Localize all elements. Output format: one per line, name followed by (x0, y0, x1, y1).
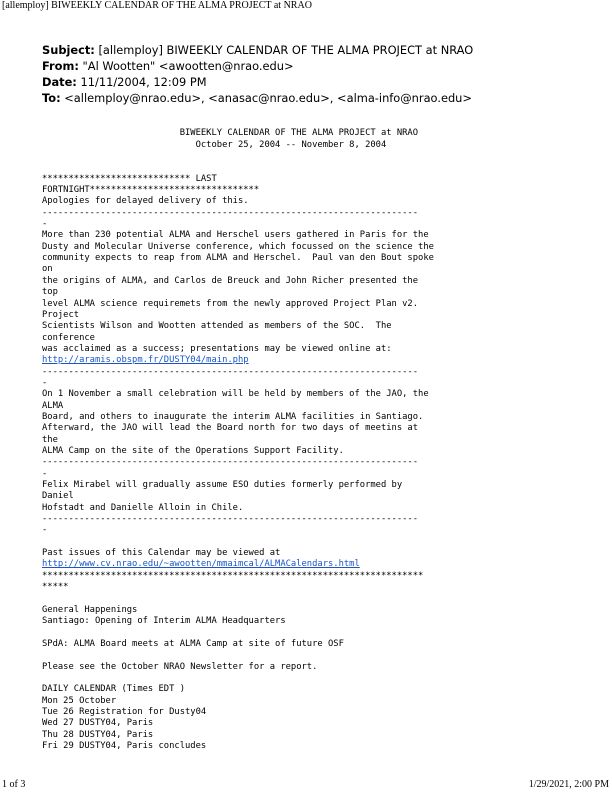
body-line: - (42, 219, 48, 230)
body-line: the (42, 434, 58, 445)
body-line: Daniel (42, 491, 74, 502)
body-line: Mon 25 October (42, 695, 117, 706)
print-timestamp: 1/29/2021, 2:00 PM (528, 779, 609, 790)
body-link[interactable]: http://www.cv.nrao.edu/~awootten/mmaimcal/ALMACalendars.html (42, 559, 360, 570)
body-line: top (42, 287, 58, 298)
body-line: Fri 29 DUSTY04, Paris concludes (42, 740, 207, 751)
body-line: Wed 27 DUSTY04, Paris (42, 718, 154, 729)
body-line: FORTNIGHT******************************** (42, 185, 260, 196)
body-line: - (42, 377, 48, 388)
from-line (42, 58, 473, 74)
page-number: 1 of 3 (2, 779, 26, 790)
date-line (42, 74, 473, 90)
email-headers (42, 42, 473, 106)
body-line: Hofstadt and Danielle Alloin in Chile. (42, 502, 244, 513)
body-line: Tue 26 Registration for Dusty04 (42, 706, 207, 717)
from-value: "Al Wootten" <awootten@nrao.edu> (82, 59, 294, 73)
body-line: ALMA Camp on the site of the Operations Support Facility. (42, 445, 344, 456)
body-line: the origins of ALMA, and Carlos de Breuck and John Richer presented the (42, 275, 419, 286)
body-line: Apologies for delayed delivery of this. (42, 196, 249, 207)
to-value: <allemploy@nrao.edu>, <anasac@nrao.edu>, <alma-info@nrao.edu> (64, 91, 472, 105)
body-line: ALMA (42, 400, 64, 411)
body-line: Dusty and Molecular Universe conference, which focussed on the science the (42, 241, 434, 252)
subject-label: Subject: (42, 43, 95, 57)
body-line: On 1 November a small celebration will be held by members of the JAO, the (42, 389, 429, 400)
body-line: ----------------------------------------------------------------------- (42, 207, 419, 218)
body-line: ************************************************************************ (42, 570, 424, 581)
body-line: More than 230 potential ALMA and Herschel users gathered in Paris for the (42, 230, 429, 241)
to-label: To: (42, 91, 61, 105)
body-line: General Happenings (42, 604, 138, 615)
body-line: community expects to reap from ALMA and Herschel. Paul van den Bout spoke (42, 253, 434, 264)
body-line: ----------------------------------------------------------------------- (42, 514, 419, 525)
body-line: Scientists Wilson and Wootten attended as members of the SOC. The (42, 321, 392, 332)
body-line: - (42, 525, 48, 536)
body-line: Santiago: Opening of Interim ALMA Headquarters (42, 616, 286, 627)
body-line (42, 627, 442, 638)
email-body (42, 117, 442, 752)
body-line: **************************** LAST (42, 173, 217, 184)
body-line: ----------------------------------------------------------------------- (42, 457, 419, 468)
body-line: - (42, 468, 48, 479)
from-label: From: (42, 59, 79, 73)
body-line: BIWEEKLY CALENDAR OF THE ALMA PROJECT at NRAO (42, 128, 419, 139)
body-line: SPdA: ALMA Board meets at ALMA Camp at site of future OSF (42, 638, 344, 649)
body-line: Project (42, 309, 80, 320)
body-line: ***** (42, 582, 69, 593)
body-link[interactable]: http://aramis.obspm.fr/DUSTY04/main.php (42, 355, 249, 366)
body-line (42, 151, 442, 162)
body-line (42, 117, 442, 128)
body-line (42, 593, 442, 604)
body-link-line (42, 559, 442, 570)
subject-line (42, 42, 473, 58)
body-line: Board, and others to inaugurate the interim ALMA facilities in Santiago. (42, 411, 424, 422)
body-line: Past issues of this Calendar may be viewed at (42, 548, 281, 559)
body-line: Afterward, the JAO will lead the Board north for two days of meetins at (42, 423, 419, 434)
body-line: on (42, 264, 53, 275)
date-value: 11/11/2004, 12:09 PM (80, 75, 207, 89)
body-line: DAILY CALENDAR (Times EDT ) (42, 684, 185, 695)
body-line: conference (42, 332, 95, 343)
to-line (42, 90, 473, 106)
body-line: level ALMA science requiremets from the newly approved Project Plan v2. (42, 298, 419, 309)
body-line: Felix Mirabel will gradually assume ESO duties formerly performed by (42, 480, 403, 490)
date-label: Date: (42, 75, 77, 89)
body-line (42, 650, 442, 661)
body-link-line (42, 355, 442, 366)
body-line: ----------------------------------------------------------------------- (42, 366, 419, 377)
body-line (42, 162, 442, 173)
subject-value: [allemploy] BIWEEKLY CALENDAR OF THE ALMA PROJECT at NRAO (98, 43, 474, 57)
body-line (42, 673, 442, 684)
body-line: was acclaimed as a success; presentations may be viewed online at: (42, 343, 392, 354)
print-header-title: [allemploy] BIWEEKLY CALENDAR OF THE ALMA PROJECT at NRAO (2, 0, 312, 11)
body-line: Thu 28 DUSTY04, Paris (42, 729, 154, 740)
body-line (42, 537, 442, 548)
body-line: Please see the October NRAO Newsletter for a report. (42, 661, 318, 672)
body-line: October 25, 2004 -- November 8, 2004 (42, 139, 387, 150)
